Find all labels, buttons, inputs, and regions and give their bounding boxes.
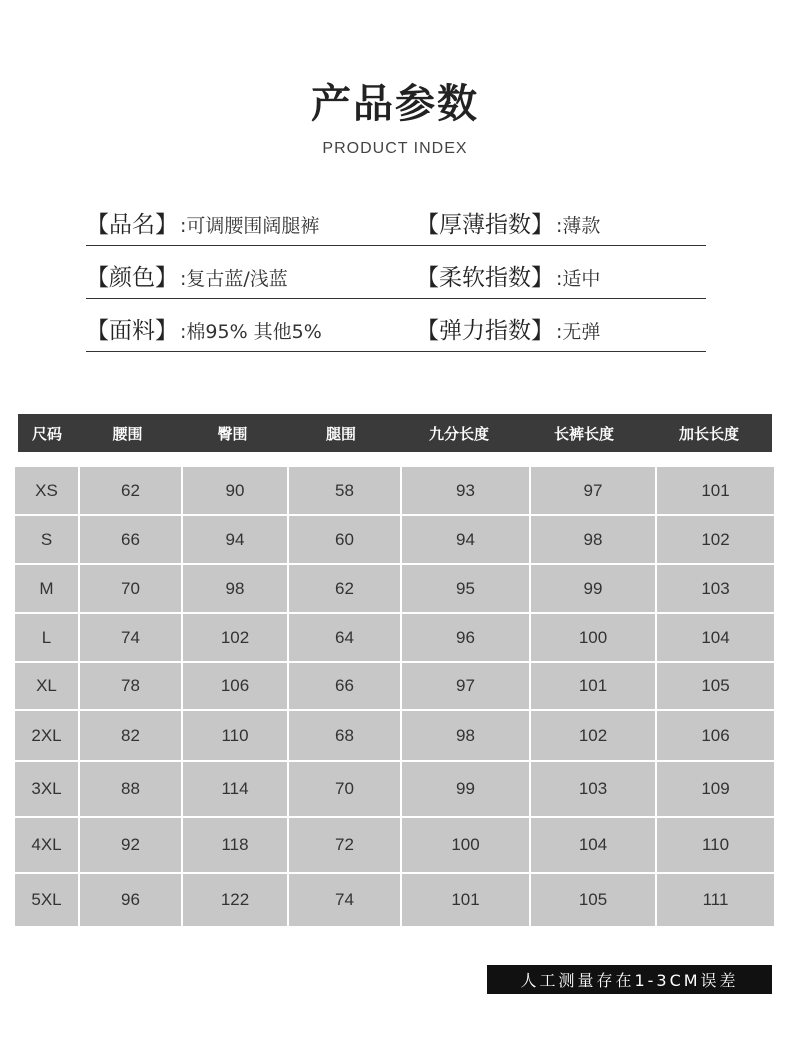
param-label: 【品名】	[86, 212, 178, 238]
param-label: 【颜色】	[86, 265, 178, 291]
param-value: :可调腰围阔腿裤	[180, 215, 320, 237]
size-cell: 5XL	[15, 874, 78, 926]
measurement-cell: 98	[531, 516, 655, 563]
measurement-cell: 94	[183, 516, 287, 563]
measurement-cell: 88	[80, 762, 181, 816]
measurement-cell: 109	[657, 762, 774, 816]
measurement-cell: 102	[183, 614, 287, 661]
measurement-cell: 101	[657, 467, 774, 514]
page-title: 产品参数	[311, 81, 479, 127]
measurement-cell: 58	[289, 467, 400, 514]
param-label: 【弹力指数】	[416, 318, 554, 344]
size-cell: 4XL	[15, 818, 78, 872]
param-row	[86, 246, 706, 299]
measurement-cell: 100	[531, 614, 655, 661]
measurement-cell: 98	[183, 565, 287, 612]
measurement-cell: 101	[531, 663, 655, 709]
param-thickness	[416, 206, 600, 239]
page-subtitle: PRODUCT INDEX	[322, 140, 468, 157]
measurement-cell: 111	[657, 874, 774, 926]
measurement-cell: 66	[80, 516, 181, 563]
measurement-cell: 105	[657, 663, 774, 709]
measurement-cell: 99	[402, 762, 529, 816]
param-softness	[416, 259, 600, 292]
measurement-cell: 97	[531, 467, 655, 514]
param-color	[86, 259, 288, 292]
measurement-cell: 122	[183, 874, 287, 926]
size-cell: 2XL	[15, 711, 78, 760]
size-table-header	[18, 414, 772, 452]
size-cell: 3XL	[15, 762, 78, 816]
param-row	[86, 193, 706, 246]
size-cell: S	[15, 516, 78, 563]
measurement-cell: 70	[80, 565, 181, 612]
measurement-cell: 103	[657, 565, 774, 612]
param-value: :薄款	[556, 215, 601, 237]
param-label: 【厚薄指数】	[416, 212, 554, 238]
measurement-cell: 105	[531, 874, 655, 926]
measurement-cell: 102	[657, 516, 774, 563]
measurement-cell: 90	[183, 467, 287, 514]
measurement-note: 人工测量存在1-3CM误差	[487, 965, 772, 994]
measurement-cell: 78	[80, 663, 181, 709]
measurement-cell: 72	[289, 818, 400, 872]
measurement-cell: 114	[183, 762, 287, 816]
measurement-cell: 93	[402, 467, 529, 514]
size-cell: XS	[15, 467, 78, 514]
column-header: 加长长度	[678, 424, 739, 443]
measurement-cell: 62	[289, 565, 400, 612]
measurement-cell: 92	[80, 818, 181, 872]
measurement-cell: 118	[183, 818, 287, 872]
measurement-cell: 70	[289, 762, 400, 816]
measurement-cell: 106	[657, 711, 774, 760]
measurement-cell: 95	[402, 565, 529, 612]
column-header: 九分长度	[428, 424, 489, 443]
measurement-cell: 110	[657, 818, 774, 872]
measurement-cell: 103	[531, 762, 655, 816]
column-header: 腿围	[325, 424, 356, 443]
measurement-cell: 104	[657, 614, 774, 661]
measurement-cell: 102	[531, 711, 655, 760]
measurement-cell: 64	[289, 614, 400, 661]
measurement-cell: 106	[183, 663, 287, 709]
param-fabric	[86, 312, 322, 345]
size-cell: XL	[15, 663, 78, 709]
column-header: 尺码	[31, 424, 62, 443]
measurement-cell: 82	[80, 711, 181, 760]
param-row	[86, 299, 706, 352]
measurement-cell: 101	[402, 874, 529, 926]
param-value: :棉95% 其他5%	[180, 321, 322, 343]
measurement-cell: 99	[531, 565, 655, 612]
param-value: :无弹	[556, 321, 601, 343]
measurement-cell: 66	[289, 663, 400, 709]
measurement-cell: 62	[80, 467, 181, 514]
param-value: :复古蓝/浅蓝	[180, 268, 288, 290]
measurement-cell: 104	[531, 818, 655, 872]
measurement-cell: 96	[80, 874, 181, 926]
column-header: 长裤长度	[553, 424, 614, 443]
measurement-cell: 100	[402, 818, 529, 872]
measurement-cell: 74	[80, 614, 181, 661]
measurement-cell: 97	[402, 663, 529, 709]
measurement-cell: 94	[402, 516, 529, 563]
size-table	[15, 467, 774, 926]
column-header: 腰围	[112, 424, 143, 443]
measurement-cell: 68	[289, 711, 400, 760]
param-name	[86, 206, 319, 239]
size-cell: M	[15, 565, 78, 612]
product-params	[86, 193, 706, 352]
measurement-cell: 110	[183, 711, 287, 760]
param-label: 【面料】	[86, 318, 178, 344]
column-header: 臀围	[217, 424, 248, 443]
param-value: :适中	[556, 268, 601, 290]
size-cell: L	[15, 614, 78, 661]
measurement-cell: 96	[402, 614, 529, 661]
measurement-cell: 74	[289, 874, 400, 926]
param-elasticity	[416, 312, 600, 345]
measurement-cell: 98	[402, 711, 529, 760]
measurement-cell: 60	[289, 516, 400, 563]
param-label: 【柔软指数】	[416, 265, 554, 291]
